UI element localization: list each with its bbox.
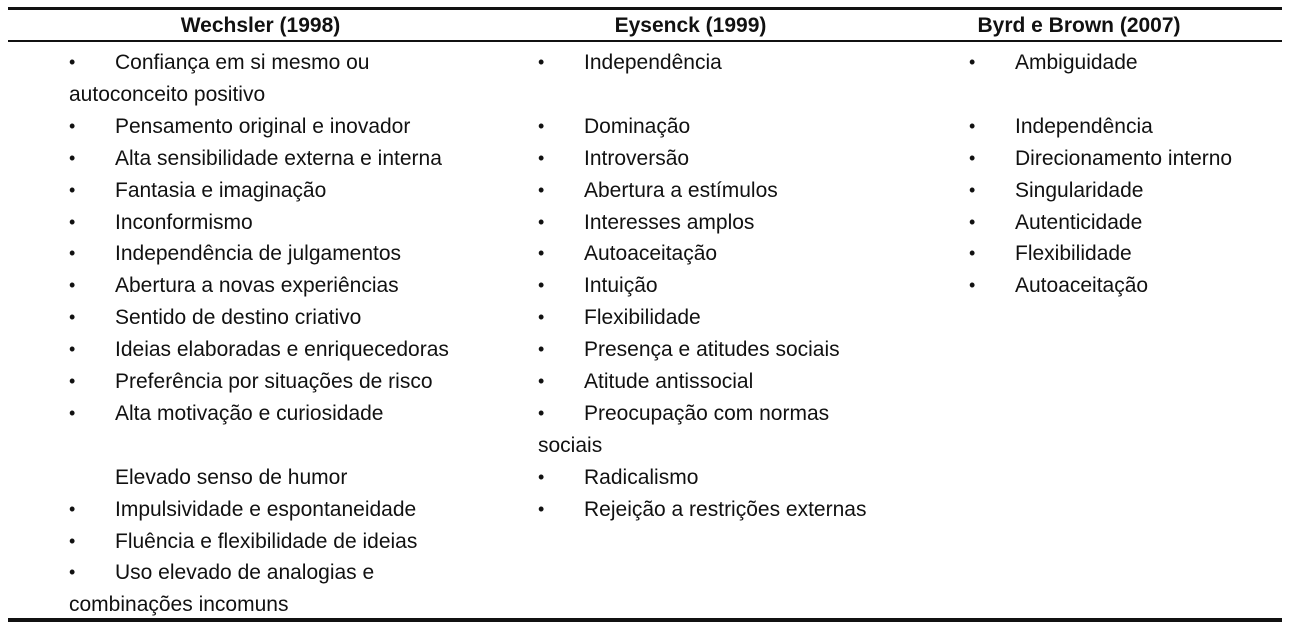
list-item: • Autenticidade xyxy=(969,207,1279,239)
list-item: • Fantasia e imaginação xyxy=(69,175,529,207)
list-item: • Dominação xyxy=(538,111,898,143)
list-item: • Autoaceitação xyxy=(538,238,898,270)
list-item: • Pensamento original e inovador xyxy=(69,111,529,143)
bullet-icon: • xyxy=(538,211,545,232)
bullet-icon: • xyxy=(538,243,545,264)
list-item: • Presença e atitudes sociais xyxy=(538,334,898,366)
list-item: • Alta sensibilidade externa e interna xyxy=(69,143,529,175)
bullet-icon: • xyxy=(69,562,76,583)
spacer xyxy=(538,79,898,111)
bullet-icon: • xyxy=(969,275,976,296)
bullet-icon: • xyxy=(69,211,76,232)
list-item: • Direcionamento interno xyxy=(969,143,1279,175)
wechsler-column xyxy=(69,47,529,621)
list-item: • Impulsividade e espontaneidade xyxy=(69,494,529,526)
bullet-icon: • xyxy=(538,52,545,72)
list-item: • Inconformismo xyxy=(69,207,529,239)
bullet-icon: • xyxy=(969,179,976,200)
list-item: • Confiança em si mesmo ou autoconceito positivo xyxy=(69,47,529,111)
bottom-rule xyxy=(8,618,1282,622)
bullet-icon: • xyxy=(538,307,545,328)
list-item: • Uso elevado de analogias e combinações incomuns xyxy=(69,557,529,621)
bullet-icon: • xyxy=(969,211,976,232)
bullet-icon: • xyxy=(538,275,545,296)
bullet-icon: • xyxy=(538,339,545,360)
eysenck-column xyxy=(538,47,898,526)
bullet-icon: • xyxy=(69,179,76,200)
bullet-icon: • xyxy=(538,147,545,168)
bullet-icon: • xyxy=(69,243,76,264)
bullet-icon: • xyxy=(538,179,545,200)
list-item: • Independência xyxy=(538,47,898,79)
bullet-icon: • xyxy=(69,371,76,392)
bullet-icon: • xyxy=(538,371,545,392)
list-item: • Abertura a estímulos xyxy=(538,175,898,207)
list-item: • Sentido de destino criativo xyxy=(69,302,529,334)
bullet-icon: • xyxy=(69,530,76,551)
header-rule xyxy=(8,40,1282,42)
spacer xyxy=(969,79,1279,111)
bullet-icon: • xyxy=(538,466,545,487)
bullet-icon: • xyxy=(69,147,76,168)
list-item: • Interesses amplos xyxy=(538,207,898,239)
list-item: • Ideias elaboradas e enriquecedoras xyxy=(69,334,529,366)
spacer xyxy=(69,430,529,462)
bullet-icon: • xyxy=(969,52,976,72)
bullet-icon: • xyxy=(69,498,76,519)
bullet-icon: • xyxy=(69,339,76,360)
header-eysenck: Eysenck (1999) xyxy=(614,14,767,37)
bullet-icon: • xyxy=(69,307,76,328)
top-rule xyxy=(8,7,1282,10)
bullet-icon: • xyxy=(538,498,545,519)
list-item: • Introversão xyxy=(538,143,898,175)
bullet-icon: • xyxy=(538,115,545,136)
traits-table xyxy=(8,7,1282,623)
list-item: • Independência de julgamentos xyxy=(69,238,529,270)
list-item: • Singularidade xyxy=(969,175,1279,207)
bullet-icon: • xyxy=(69,275,76,296)
bullet-icon: • xyxy=(538,402,545,423)
list-item: • Preocupação com normas sociais xyxy=(538,398,898,462)
list-item: • Rejeição a restrições externas xyxy=(538,494,898,526)
bullet-icon: • xyxy=(69,115,76,136)
bullet-icon: • xyxy=(969,115,976,136)
list-item: • Fluência e flexibilidade de ideias xyxy=(69,526,529,558)
list-item: • Preferência por situações de risco xyxy=(69,366,529,398)
bullet-icon: • xyxy=(969,243,976,264)
list-item: • Flexibilidade xyxy=(969,238,1279,270)
list-item: • Flexibilidade xyxy=(538,302,898,334)
header-byrd-brown: Byrd e Brown (2007) xyxy=(977,14,1181,37)
list-item: • Ambiguidade xyxy=(969,47,1279,79)
list-item: • Atitude antissocial xyxy=(538,366,898,398)
bullet-icon: • xyxy=(69,402,76,423)
list-item: • Abertura a novas experiências xyxy=(69,270,529,302)
list-item: • Autoaceitação xyxy=(969,270,1279,302)
list-item: • Radicalismo xyxy=(538,462,898,494)
list-item: Elevado senso de humor xyxy=(115,465,348,489)
list-item: • Independência xyxy=(969,111,1279,143)
list-item: • Intuição xyxy=(538,270,898,302)
bullet-icon: • xyxy=(69,52,76,72)
header-wechsler: Wechsler (1998) xyxy=(180,14,341,37)
byrd-brown-column xyxy=(969,47,1279,302)
list-item: • Alta motivação e curiosidade xyxy=(69,398,529,430)
bullet-icon: • xyxy=(969,147,976,168)
